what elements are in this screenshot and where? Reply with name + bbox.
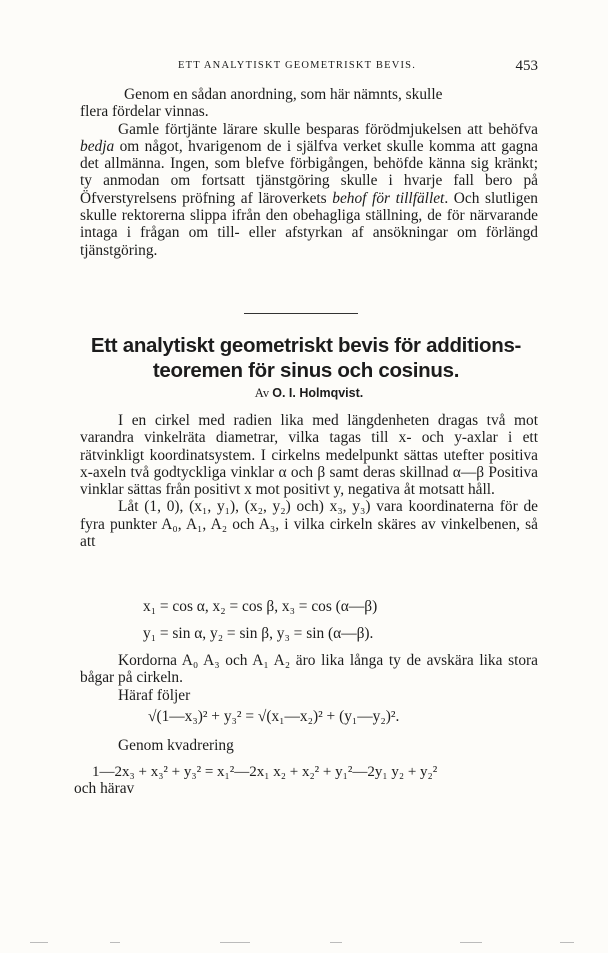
previous-paragraph-1-line-2: flera fördelar vinnas. <box>80 103 209 121</box>
page-header <box>80 58 538 78</box>
article-body-4 <box>74 780 538 797</box>
equation-sines: y₁ = sin α, y₂ = sin β, y₃ = sin (α—β). <box>143 625 374 642</box>
previous-paragraph-1 <box>80 86 538 121</box>
equation-chord-lengths: √(1—x₃)² + y₃² = √(x₁—x₂)² + (y₁—y₂)². <box>148 708 400 725</box>
byline-prefix: Av <box>254 386 270 400</box>
article-title <box>75 333 537 383</box>
equation-cosines: x₁ = cos α, x₂ = cos β, x₃ = cos (α—β) <box>143 598 378 615</box>
previous-paragraph-1-line-1: Genom en sådan anordning, som här nämnts, skulle <box>124 86 443 103</box>
scan-edge-specks <box>0 942 608 948</box>
previous-paragraph-2-emphasis-1: bedja <box>80 137 115 155</box>
section-divider <box>244 313 358 314</box>
article-title-line-1: Ett analytiskt geometriskt bevis för additions- <box>90 334 522 357</box>
article-body <box>80 412 538 550</box>
previous-paragraph-2-emphasis-2: behof för tillfället <box>332 189 445 207</box>
article-paragraph-6: och härav <box>74 780 135 797</box>
author-name: O. I. Holmqvist. <box>272 386 364 400</box>
previous-article-text <box>80 86 538 259</box>
previous-paragraph-2-part-1: Gamle förtjänte lärare skulle besparas förödmjukelsen att behöfva <box>118 120 538 138</box>
running-title: ETT ANALYTISKT GEOMETRISKT BEVIS. <box>178 60 417 71</box>
article-title-line-2: teoremen för sinus och cosinus. <box>152 359 460 382</box>
article-paragraph-3: Kordorna A₀ A₃ och A₁ A₂ äro lika långa ty de avskära lika stora bågar på cirkeln. <box>80 652 538 687</box>
article-paragraph-4: Häraf följer <box>118 686 191 704</box>
article-body-2 <box>80 652 538 704</box>
article-body-3 <box>80 737 538 754</box>
article-paragraph-5: Genom kvadrering <box>118 737 234 754</box>
previous-paragraph-2 <box>80 121 538 259</box>
previous-paragraph-2-part-2: om något, hvarigenom de i själfva verket skulle komma att gagna det allmänna. Ingen, som blefve förbigången, behöfde känna sig kränkt; ty anmodan om fortsatt tjänstgöring skulle i hvarje fall bero på Öfverstyrelsens pröfning af läroverkets <box>80 137 538 207</box>
equation-squared: 1—2x₃ + x₃² + y₃² = x₁²—2x₁ x₂ + x₂² + y₁²—2y₁ y₂ + y₂² <box>92 764 438 780</box>
article-paragraph-1: I en cirkel med radien lika med längdenheten dragas två mot varandra vinkelräta diametrar, vilka tagas till x- och y-axlar i ett rätvinkligt koordinatsystem. I cirkelns medelpunkt sättas utefter positiva x-axeln två godtyckliga vinklar α och β samt deras skillnad α—β Positiva vinklar sättas från positivt x mot positivt y, negativa åt motsatt håll. <box>80 412 538 499</box>
byline <box>80 386 538 401</box>
page-number: 453 <box>515 58 538 74</box>
article-paragraph-2: Låt (1, 0), (x₁, y₁), (x₂, y₂) och) x₃, y₃) vara koordinaterna för de fyra punkter A₀, A₁, A₂ och A₃, i vilka cirkeln skäres av vinkelbenen, så att <box>80 498 538 551</box>
previous-paragraph-2-part-3: . Och slutligen skulle rektorerna slippa ifrån den obehagliga ställning, de för närvarande intaga i frågan om till- eller afstyrkan af ansökningar om förlängd tjänstgöring. <box>80 189 538 259</box>
